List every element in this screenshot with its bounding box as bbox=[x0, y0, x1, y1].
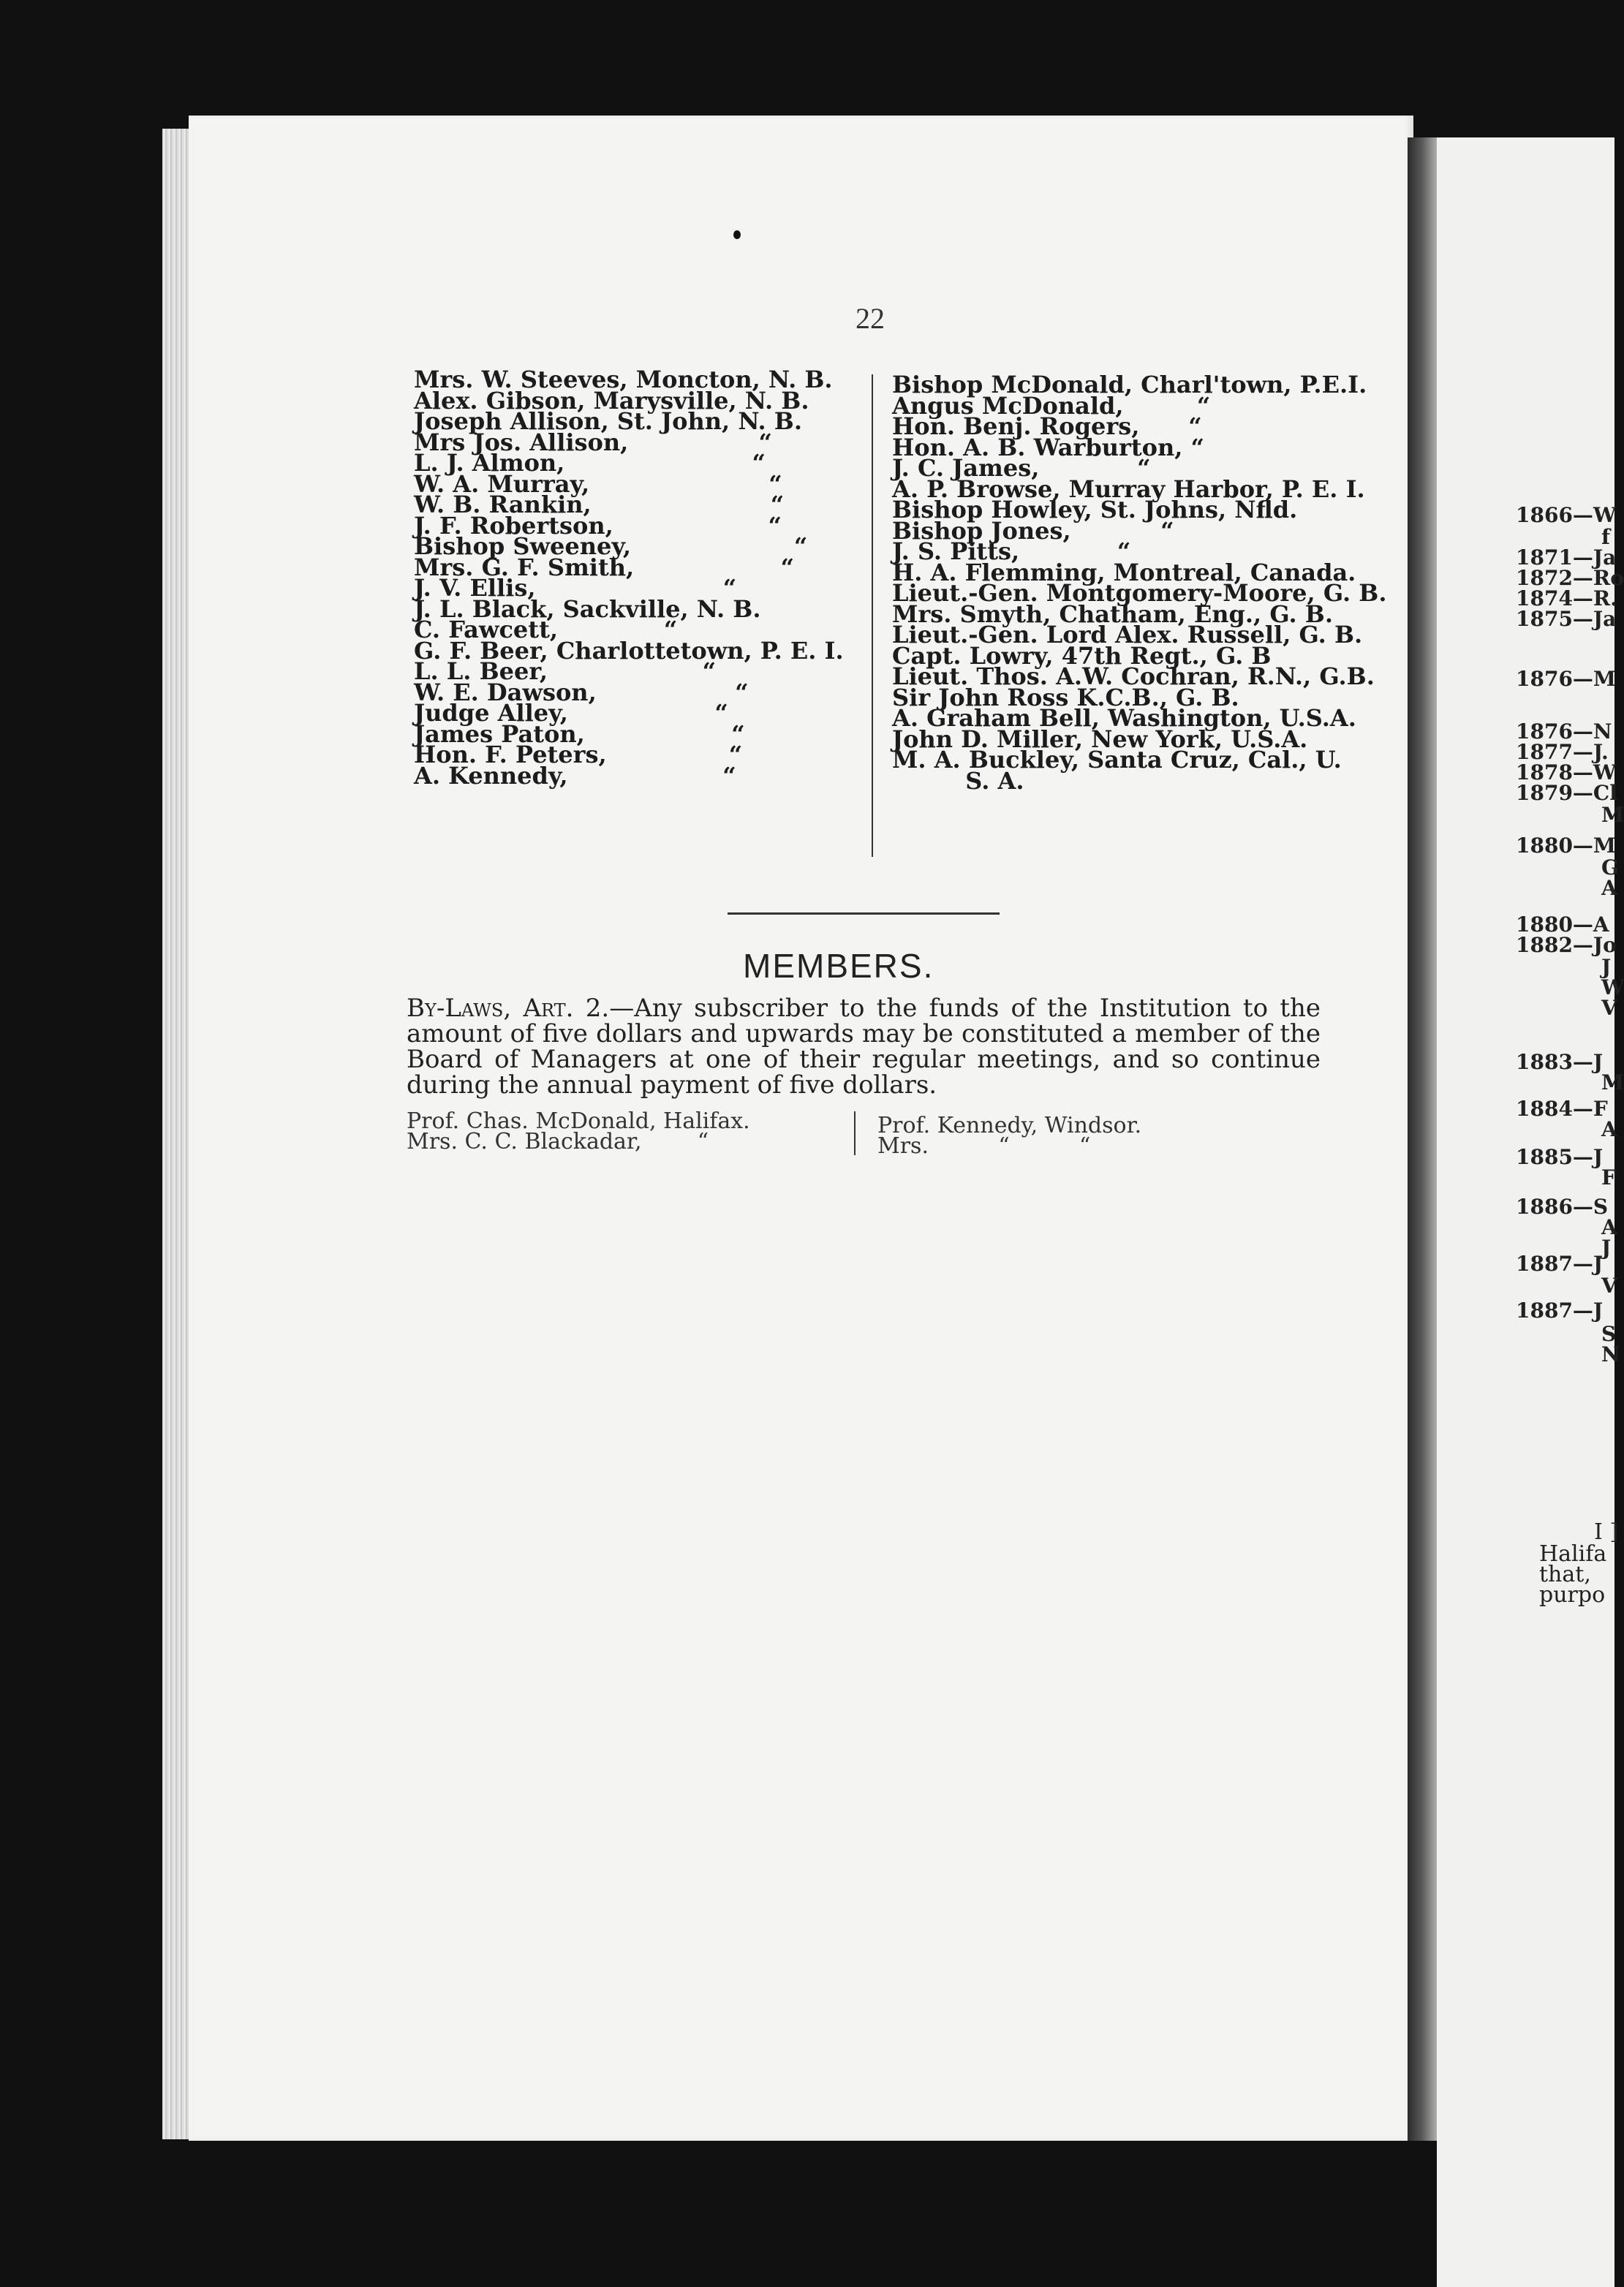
honorary-entry: John D. Miller, New York, U.S.A. bbox=[892, 725, 1308, 753]
member-entry: Prof. Kennedy, Windsor. bbox=[877, 1113, 1142, 1138]
page-stack-edge bbox=[162, 129, 192, 2139]
facing-page-fragment: J bbox=[1601, 955, 1612, 979]
ink-dot bbox=[733, 230, 741, 239]
facing-page-fragment: M bbox=[1601, 803, 1624, 827]
honorary-entry: Bishop Sweeney, “ bbox=[414, 532, 808, 560]
honorary-entry: Bishop Jones, “ bbox=[892, 516, 1174, 545]
facing-page-year: 1874—R. bbox=[1516, 586, 1617, 611]
facing-page-year: 1885—J bbox=[1516, 1145, 1604, 1169]
member-entry: Mrs. C. C. Blackadar, “ bbox=[407, 1129, 709, 1154]
facing-page-year: 1883—J bbox=[1516, 1050, 1604, 1074]
facing-page-year: 1872—Ro bbox=[1516, 566, 1624, 590]
facing-page-year: 1880—M bbox=[1516, 833, 1616, 858]
facing-page-year: 1880—A bbox=[1516, 912, 1609, 937]
members-list-left bbox=[407, 1108, 750, 1154]
section-rule bbox=[728, 912, 1000, 915]
facing-page-fragment: M bbox=[1601, 1070, 1624, 1095]
honorary-entry: H. A. Flemming, Montreal, Canada. bbox=[892, 558, 1356, 586]
honorary-entry: A. Kennedy, “ bbox=[414, 761, 736, 790]
facing-page-year: 1886—S bbox=[1516, 1195, 1609, 1219]
honorary-entry: Joseph Allison, St. John, N. B. bbox=[414, 407, 802, 435]
honorary-entry: Hon. A. B. Warburton, “ bbox=[892, 433, 1204, 461]
column-divider bbox=[872, 374, 873, 857]
facing-page-year: 1887—J bbox=[1516, 1299, 1604, 1323]
facing-page-year: 1882—Jo bbox=[1516, 933, 1617, 957]
facing-page-fragment: V bbox=[1601, 996, 1617, 1020]
facing-page-text: that, bbox=[1539, 1562, 1591, 1587]
facing-page-year: 1878—W bbox=[1516, 760, 1617, 785]
honorary-entry: Mrs. W. Steeves, Moncton, N. B. bbox=[414, 366, 833, 393]
honorary-entry: Capt. Lowry, 47th Regt., G. B bbox=[892, 641, 1272, 670]
honorary-entry: Bishop McDonald, Charl'town, P.E.I. bbox=[892, 371, 1367, 398]
facing-page-fragment: W bbox=[1601, 975, 1624, 999]
honorary-entry: J. S. Pitts, “ bbox=[892, 537, 1131, 565]
facing-page-fragment: A bbox=[1601, 876, 1617, 900]
honorary-list-left bbox=[414, 366, 844, 790]
honorary-entry: J. L. Black, Sackville, N. B. bbox=[414, 594, 761, 623]
facing-page-fragment: F bbox=[1601, 1165, 1616, 1190]
honorary-entry: Hon. Benj. Rogers, “ bbox=[892, 412, 1202, 440]
honorary-entry: Lieut.-Gen. Montgomery-Moore, G. B. bbox=[892, 579, 1387, 607]
honorary-entry: W. E. Dawson, “ bbox=[414, 678, 749, 706]
honorary-entry: M. A. Buckley, Santa Cruz, Cal., U. bbox=[892, 746, 1342, 774]
honorary-entry: W. A. Murray, “ bbox=[414, 469, 782, 498]
honorary-entry: Lieut.-Gen. Lord Alex. Russell, G. B. bbox=[892, 621, 1363, 649]
members-list-right bbox=[877, 1113, 1142, 1159]
honorary-entry: A. Graham Bell, Washington, U.S.A. bbox=[892, 704, 1356, 732]
facing-page-fragment: J bbox=[1601, 1236, 1612, 1260]
facing-page-text: I ] bbox=[1594, 1519, 1619, 1545]
facing-page-fragment: A bbox=[1601, 1215, 1617, 1239]
honorary-entry: J. C. James, “ bbox=[892, 454, 1151, 482]
honorary-entry: Mrs. G. F. Smith, “ bbox=[414, 553, 795, 581]
facing-page-year: 1884—F bbox=[1516, 1097, 1608, 1121]
facing-page-fragment: A bbox=[1601, 1117, 1617, 1141]
honorary-entry: Lieut. Thos. A.W. Cochran, R.N., G.B. bbox=[892, 662, 1375, 690]
facing-page-fragment: f bbox=[1601, 525, 1611, 549]
bylaw-label: By-Laws, Art. 2. bbox=[407, 994, 610, 1023]
honorary-entry: Hon. F. Peters, “ bbox=[414, 741, 743, 768]
facing-page-year: 1871—Ja bbox=[1516, 545, 1617, 570]
members-divider bbox=[854, 1111, 856, 1155]
facing-page-year: 1879—Cl bbox=[1516, 781, 1617, 805]
honorary-entry: Mrs Jos. Allison, “ bbox=[414, 428, 772, 456]
honorary-list-right bbox=[892, 371, 1387, 795]
facing-page-year: 1866—W bbox=[1516, 503, 1617, 527]
member-entry: Prof. Chas. McDonald, Halifax. bbox=[407, 1108, 750, 1134]
honorary-entry: Alex. Gibson, Marysville, N. B. bbox=[414, 386, 809, 415]
honorary-entry: Judge Alley, “ bbox=[414, 699, 728, 727]
bylaw-paragraph bbox=[407, 996, 1321, 1098]
honorary-entry: W. B. Rankin, “ bbox=[414, 491, 785, 518]
facing-page-year: 1887—J bbox=[1516, 1252, 1604, 1276]
honorary-entry: A. P. Browse, Murray Harbor, P. E. I. bbox=[892, 475, 1365, 503]
honorary-entry: Mrs. Smyth, Chatham, Eng., G. B. bbox=[892, 600, 1333, 628]
facing-page-year: 1876—N bbox=[1516, 719, 1612, 744]
honorary-entry: J. F. Robertson, “ bbox=[414, 511, 782, 540]
member-entry: Mrs. “ “ bbox=[877, 1133, 1091, 1159]
facing-page-fragment: V bbox=[1601, 1274, 1617, 1298]
honorary-entry: Bishop Howley, St. Johns, Nfld. bbox=[892, 496, 1298, 523]
facing-page-year: 1875—Ja bbox=[1516, 607, 1617, 631]
facing-page-fragment: N bbox=[1601, 1342, 1620, 1366]
facing-page-year: 1877—J. bbox=[1516, 740, 1609, 764]
page-number: 22 bbox=[856, 302, 885, 335]
facing-page-text: purpo bbox=[1539, 1582, 1606, 1608]
honorary-entry: S. A. bbox=[892, 766, 1024, 795]
facing-page-fragment: S bbox=[1601, 1322, 1617, 1346]
honorary-entry: L. L. Beer, “ bbox=[414, 657, 717, 685]
honorary-entry: G. F. Beer, Charlottetown, P. E. I. bbox=[414, 636, 844, 665]
facing-page-text: Halifa bbox=[1539, 1541, 1607, 1567]
honorary-entry: C. Fawcett, “ bbox=[414, 616, 678, 643]
honorary-entry: Angus McDonald, “ bbox=[892, 391, 1211, 420]
honorary-entry: J. V. Ellis, “ bbox=[414, 574, 737, 602]
honorary-entry: James Paton, “ bbox=[414, 719, 745, 748]
bylaw-text: —Any subscriber to the funds of the Institution to the amount of five dollars and upwards may be constituted a member of the Board of Managers at one of their regular meetings, and so continue during the annual payment of five dollars. bbox=[407, 994, 1321, 1100]
facing-page-fragment: G bbox=[1601, 855, 1619, 880]
facing-page-year: 1876—M bbox=[1516, 667, 1616, 691]
members-heading: MEMBERS. bbox=[743, 947, 934, 985]
honorary-entry: L. J. Almon, “ bbox=[414, 449, 766, 477]
honorary-entry: Sir John Ross K.C.B., G. B. bbox=[892, 683, 1239, 711]
